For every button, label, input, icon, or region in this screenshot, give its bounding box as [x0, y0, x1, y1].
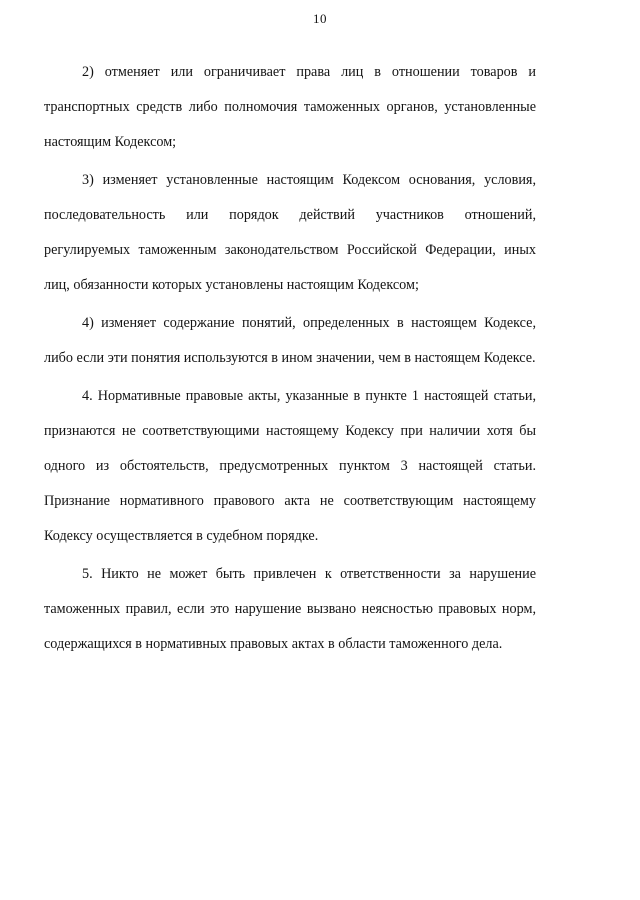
document-body — [44, 55, 536, 662]
paragraph-item-2: 2) отменяет или ограничивает права лиц в отношении товаров и транспортных средств либо полномочия таможенных органов, установленные настоящим Кодексом; — [44, 64, 536, 150]
paragraph-item-4: 4) изменяет содержание понятий, определенных в настоящем Кодексе, либо если эти понятия используются в ином значении, чем в настоящем Кодексе. — [44, 315, 536, 366]
page-number: 10 — [313, 11, 327, 26]
paragraph-point-4: 4. Нормативные правовые акты, указанные в пункте 1 настоящей статьи, признаются не соответствующими настоящему Кодексу при наличии хотя бы одного из обстоятельств, предусмотренных пунктом 3 настоящей статьи. Признание нормативного правового акта не соответствующим настоящему Кодексу осуществляется в судебном порядке. — [44, 388, 536, 544]
paragraph-item-3: 3) изменяет установленные настоящим Кодексом основания, условия, последовательность или порядок действий участников отношений, регулируемых таможенным законодательством Российской Федерации, иных лиц, обязанности которых установлены настоящим Кодексом; — [44, 172, 536, 293]
paragraph-point-5: 5. Никто не может быть привлечен к ответственности за нарушение таможенных правил, если это нарушение вызвано неясностью правовых норм, содержащихся в нормативных правовых актах в области таможенного дела. — [44, 566, 536, 652]
